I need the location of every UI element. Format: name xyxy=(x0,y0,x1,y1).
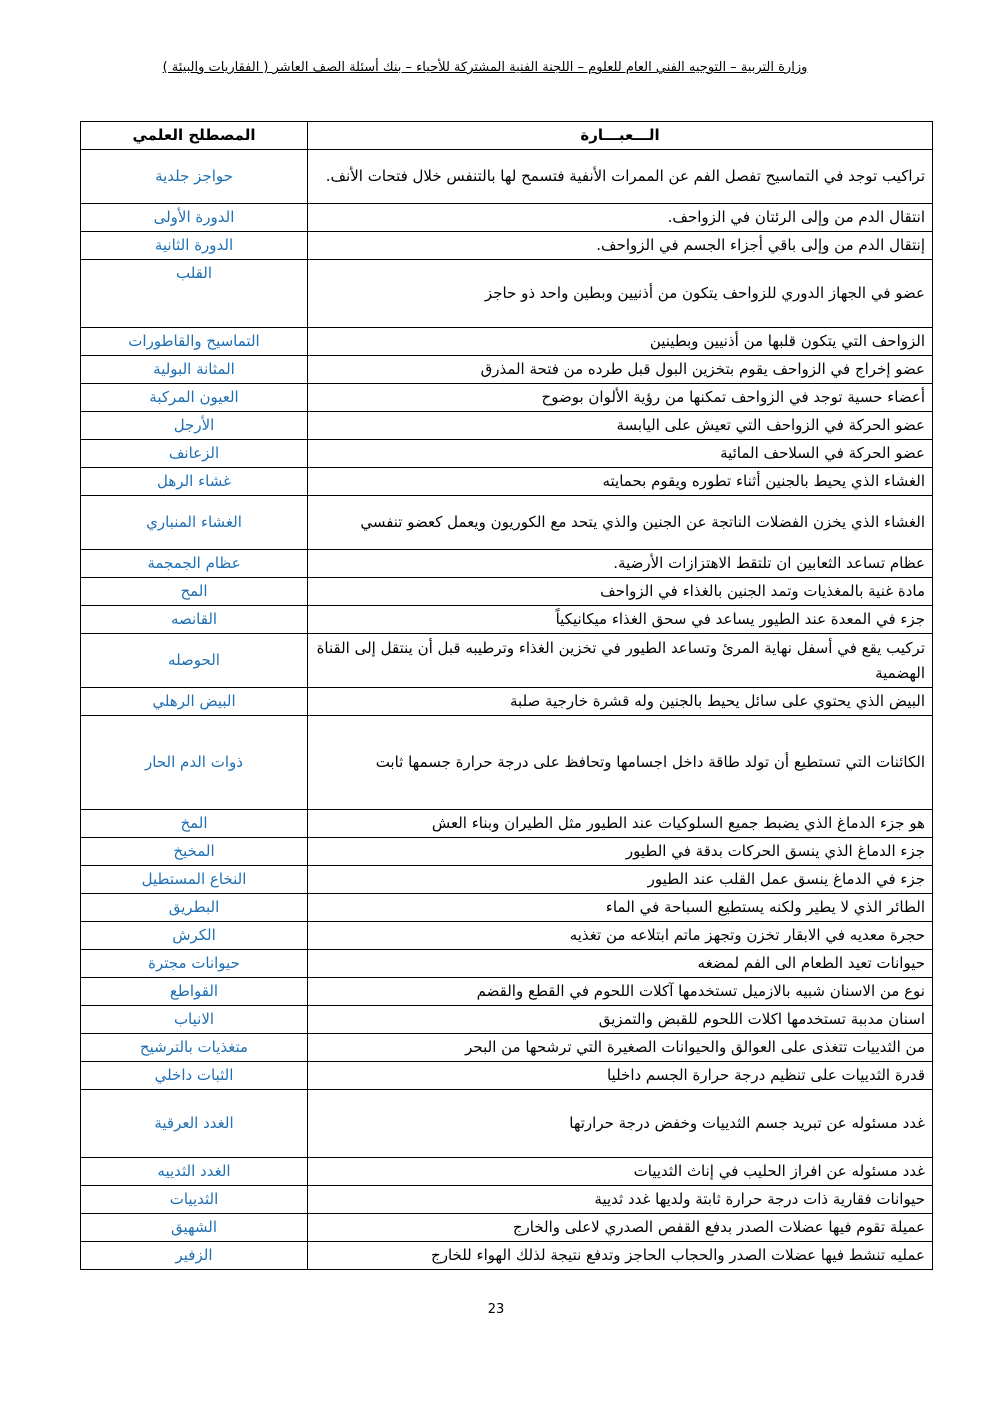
phrase-cell: مادة غنية بالمغذيات وتمد الجنين بالغذاء في الزواحف xyxy=(308,578,933,606)
table-row xyxy=(81,328,933,356)
term-cell: الثبات داخلي xyxy=(81,1062,308,1090)
phrase-cell: نوع من الاسنان شبيه بالازميل تستخدمها آكلات اللحوم في القطع والقضم xyxy=(308,978,933,1006)
table-row xyxy=(81,894,933,922)
term-cell: عظام الجمجمة xyxy=(81,550,308,578)
table-row xyxy=(81,688,933,716)
term-cell: البيض الرهلي xyxy=(81,688,308,716)
term-cell: ذوات الدم الحار xyxy=(81,716,308,810)
term-cell: الزفير xyxy=(81,1242,308,1270)
table-row xyxy=(81,606,933,634)
table-row xyxy=(81,384,933,412)
phrase-cell: جزء الدماغ الذي ينسق الحركات بدقة في الطيور xyxy=(308,838,933,866)
table-row xyxy=(81,1158,933,1186)
table-row xyxy=(81,412,933,440)
table-row xyxy=(81,440,933,468)
table-row xyxy=(81,716,933,810)
phrase-cell: حيوانات تعيد الطعام الى الفم لمضغه xyxy=(308,950,933,978)
term-cell: حيوانات مجترة xyxy=(81,950,308,978)
term-cell: الدورة الثانية xyxy=(81,232,308,260)
phrase-cell: عضو الحركة في الزواحف التي تعيش على اليابسة xyxy=(308,412,933,440)
table-row xyxy=(81,866,933,894)
term-cell: المخ xyxy=(81,810,308,838)
term-cell: القلب xyxy=(81,260,308,328)
table-row xyxy=(81,838,933,866)
term-cell: العيون المركبة xyxy=(81,384,308,412)
phrase-cell: من الثدييات تتغذى على العوالق والحيوانات الصغيرة التي ترشحها من البحر xyxy=(308,1034,933,1062)
term-cell: التماسيح والقاطورات xyxy=(81,328,308,356)
term-column-header: المصطلح العلمي xyxy=(81,122,308,150)
term-cell: المح xyxy=(81,578,308,606)
table-row xyxy=(81,950,933,978)
term-cell: الثدييات xyxy=(81,1186,308,1214)
table-row xyxy=(81,232,933,260)
phrase-cell: الغشاء الذي يحيط بالجنين أثناء تطوره ويقوم بحمايته xyxy=(308,468,933,496)
phrase-cell: هو جزء الدماغ الذي يضبط جميع السلوكيات عند الطيور مثل الطيران وبناء العش xyxy=(308,810,933,838)
phrase-cell: تراكيب توجد في التماسيح تفصل الفم عن الممرات الأنفية فتسمح لها بالتنفس خلال فتحات الأنف. xyxy=(308,150,933,204)
terms-table xyxy=(80,121,933,1270)
term-cell: الزعانف xyxy=(81,440,308,468)
table-row xyxy=(81,1090,933,1158)
phrase-cell: عظام تساعد الثعابين ان تلتقط الاهتزازات الأرضية. xyxy=(308,550,933,578)
table-row xyxy=(81,578,933,606)
page-header: وزارة التربية – التوجيه الفني العام للعلوم – اللجنة الفنية المشتركة للأحياء – بنك أسئلة الصف العاشر ( الفقاريات والبيئة ) xyxy=(162,60,808,75)
table-row xyxy=(81,1034,933,1062)
phrase-cell: عمليه تنشط فيها عضلات الصدر والحجاب الحاجز وتدفع نتيجة لذلك الهواء للخارج xyxy=(308,1242,933,1270)
phrase-cell: الزواحف التي يتكون قلبها من أذنيين وبطينين xyxy=(308,328,933,356)
term-cell: غشاء الرهل xyxy=(81,468,308,496)
phrase-cell: الكائنات التي تستطيع أن تولد طاقة داخل اجسامها وتحافظ على درجة حرارة جسمها ثابت xyxy=(308,716,933,810)
term-cell: القانصه xyxy=(81,606,308,634)
phrase-cell: جزء في المعدة عند الطيور يساعد في سحق الغذاء ميكانيكياً xyxy=(308,606,933,634)
table-row xyxy=(81,1186,933,1214)
phrase-cell: قدرة الثدييات على تنظيم درجة حرارة الجسم داخليا xyxy=(308,1062,933,1090)
table-row xyxy=(81,1062,933,1090)
table-row xyxy=(81,1006,933,1034)
term-cell: الدورة الأولى xyxy=(81,204,308,232)
phrase-cell: اسنان مدببة تستخدمها اكلات اللحوم للقبض والتمزيق xyxy=(308,1006,933,1034)
phrase-cell: انتقال الدم من وإلى الرئتان في الزواحف. xyxy=(308,204,933,232)
table-row xyxy=(81,978,933,1006)
phrase-cell: البيض الذي يحتوي على سائل يحيط بالجنين وله قشرة خارجية صلبة xyxy=(308,688,933,716)
phrase-cell: الطائر الذي لا يطير ولكنه يستطيع السباحة في الماء xyxy=(308,894,933,922)
phrase-cell: جزء في الدماغ ينسق عمل القلب عند الطيور xyxy=(308,866,933,894)
table-row xyxy=(81,550,933,578)
table-row xyxy=(81,810,933,838)
term-cell: المخيخ xyxy=(81,838,308,866)
table-row xyxy=(81,150,933,204)
table-row xyxy=(81,634,933,688)
table-body xyxy=(81,150,933,1270)
phrase-cell: إنتقال الدم من وإلى باقي أجزاء الجسم في الزواحف. xyxy=(308,232,933,260)
phrase-cell: غدد مسئوله عن افراز الحليب في إناث الثدييات xyxy=(308,1158,933,1186)
term-cell: النخاع المستطيل xyxy=(81,866,308,894)
table-row xyxy=(81,468,933,496)
table-row xyxy=(81,922,933,950)
phrase-cell: تركيب يقع في أسفل نهاية المرئ وتساعد الطيور في تخزين الغذاء وترطيبه قبل أن ينتقل إلى القناة الهضمية xyxy=(308,634,933,688)
term-cell: الحوصله xyxy=(81,634,308,688)
term-cell: حواجز جلدية xyxy=(81,150,308,204)
term-cell: البطريق xyxy=(81,894,308,922)
term-cell: الانياب xyxy=(81,1006,308,1034)
term-cell: الشهيق xyxy=(81,1214,308,1242)
phrase-column-header: الـــعبـــارة xyxy=(308,122,933,150)
table-row xyxy=(81,204,933,232)
table-row xyxy=(81,260,933,328)
term-cell: المثانة البولية xyxy=(81,356,308,384)
term-cell: الغدد العرقية xyxy=(81,1090,308,1158)
phrase-cell: عضو في الجهاز الدوري للزواحف يتكون من أذنيين وبطين واحد ذو حاجز xyxy=(308,260,933,328)
phrase-cell: حجرة معديه في الابقار تخزن وتجهز ماتم ابتلاعه من تغذيه xyxy=(308,922,933,950)
phrase-cell: الغشاء الذي يخزن الفضلات الناتجة عن الجنين والذي يتحد مع الكوريون ويعمل كعضو تنفسي xyxy=(308,496,933,550)
term-cell: الغشاء المنباري xyxy=(81,496,308,550)
phrase-cell: عضو الحركة في السلاحف المائية xyxy=(308,440,933,468)
table-header-row xyxy=(81,122,933,150)
table-row xyxy=(81,496,933,550)
phrase-cell: أعضاء حسية توجد في الزواحف تمكنها من رؤية الألوان بوضوح xyxy=(308,384,933,412)
table-row xyxy=(81,356,933,384)
phrase-cell: عميلة تقوم فيها عضلات الصدر بدفع القفص الصدري لاعلى والخارج xyxy=(308,1214,933,1242)
term-cell: القواطع xyxy=(81,978,308,1006)
term-cell: متغذيات بالترشيح xyxy=(81,1034,308,1062)
table-row xyxy=(81,1242,933,1270)
term-cell: الغدد الثدييه xyxy=(81,1158,308,1186)
phrase-cell: عضو إخراج في الزواحف يقوم بتخزين البول قبل طرده من فتحة المذرق xyxy=(308,356,933,384)
term-cell: الكرش xyxy=(81,922,308,950)
phrase-cell: غدد مسئوله عن تبريد جسم الثدييات وخفض درجة حرارتها xyxy=(308,1090,933,1158)
page-number: 23 xyxy=(487,1302,505,1317)
term-cell: الأرجل xyxy=(81,412,308,440)
phrase-cell: حيوانات فقارية ذات درجة حرارة ثابتة ولديها غدد ثديية xyxy=(308,1186,933,1214)
table-row xyxy=(81,1214,933,1242)
